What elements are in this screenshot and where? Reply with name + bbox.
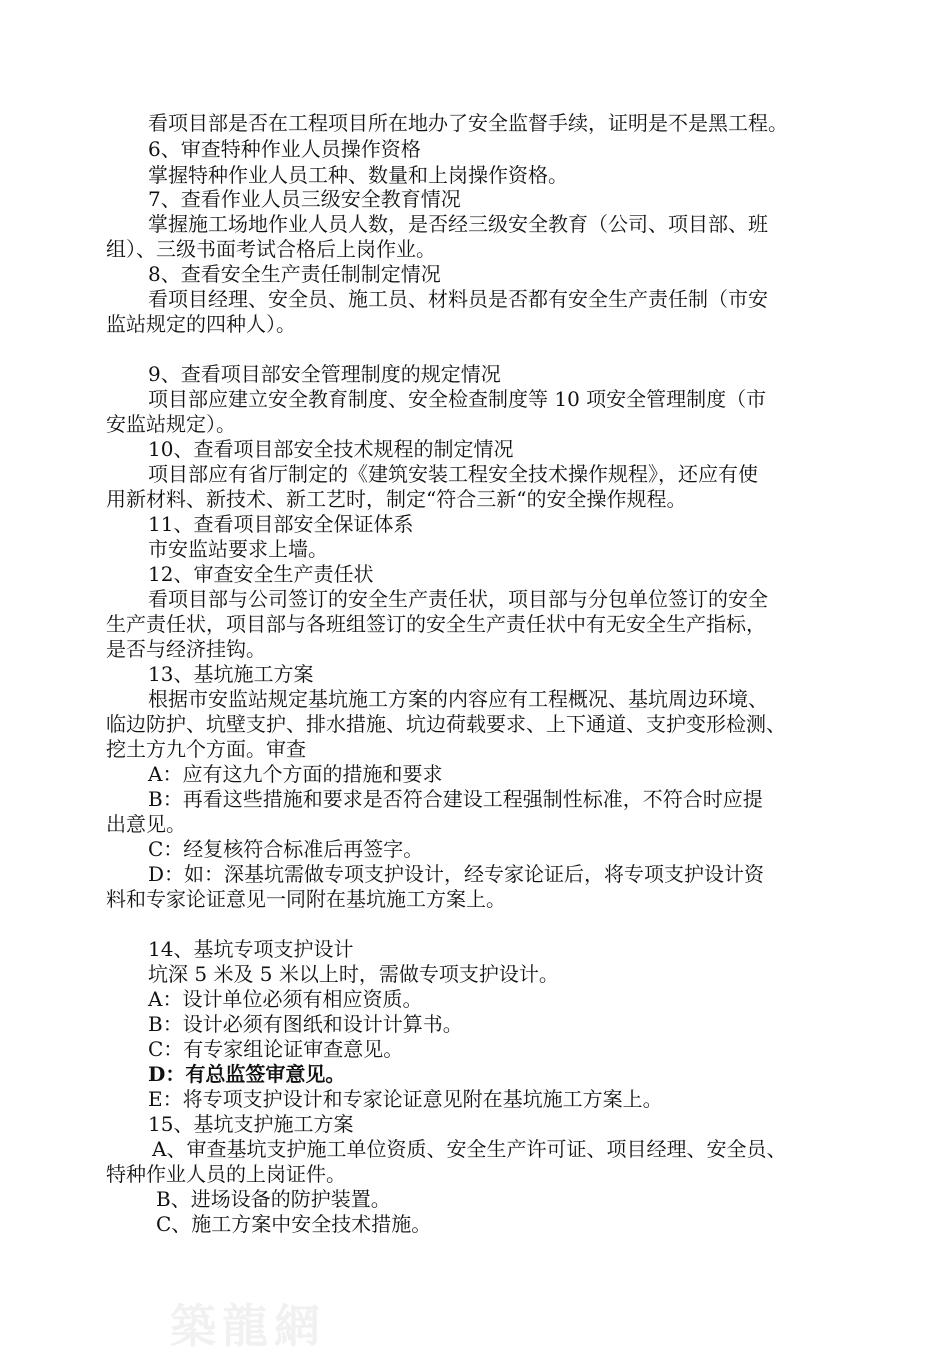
list-item: C、施工方案中安全技术措施。 (156, 1212, 432, 1236)
list-item: B、进场设备的防护装置。 (156, 1187, 391, 1211)
list-item: B：设计必须有图纸和设计计算书。 (148, 1012, 463, 1036)
watermark: 築龍網 (170, 1299, 326, 1353)
paragraph-line: 临边防护、坑壁支护、排水措施、坑边荷载要求、上下通道、支护变形检测、 (106, 712, 786, 736)
list-item: A：设计单位必须有相应资质。 (148, 987, 423, 1011)
list-item-bold: D：有总监签审意见。 (148, 1062, 346, 1086)
section-heading: 6、审查特种作业人员操作资格 (148, 137, 421, 161)
paragraph-line: 料和专家论证意见一同附在基坑施工方案上。 (106, 887, 506, 911)
section-heading: 7、查看作业人员三级安全教育情况 (148, 187, 461, 211)
paragraph-line: 市安监站要求上墙。 (148, 537, 328, 561)
list-item: B：再看这些措施和要求是否符合建设工程强制性标准，不符合时应提 (148, 787, 763, 811)
paragraph-line: 挖土方九个方面。审查 (106, 737, 306, 761)
paragraph-line: 监站规定的四种人）。 (106, 312, 296, 336)
paragraph-line: 看项目部是否在工程项目所在地办了安全监督手续，证明是不是黑工程。 (148, 111, 788, 135)
section-heading: 8、查看安全生产责任制制定情况 (148, 262, 441, 286)
section-heading: 15、基坑支护施工方案 (148, 1112, 354, 1136)
paragraph-line: 根据市安监站规定基坑施工方案的内容应有工程概况、基坑周边环境、 (148, 687, 768, 711)
paragraph-line: 是否与经济挂钩。 (106, 637, 266, 661)
section-heading: 9、查看项目部安全管理制度的规定情况 (148, 362, 501, 386)
paragraph-line: 组）、三级书面考试合格后上岗作业。 (106, 237, 436, 261)
paragraph-line: 安监站规定）。 (106, 412, 236, 436)
section-heading: 10、查看项目部安全技术规程的制定情况 (148, 437, 514, 461)
list-item: A：应有这九个方面的措施和要求 (148, 762, 443, 786)
paragraph-line: 出意见。 (106, 812, 186, 836)
paragraph-line: 特种作业人员的上岗证件。 (106, 1162, 346, 1186)
paragraph-line: 看项目部与公司签订的安全生产责任状，项目部与分包单位签订的安全 (148, 587, 768, 611)
section-heading: 13、基坑施工方案 (148, 662, 314, 686)
paragraph-line: 看项目经理、安全员、施工员、材料员是否都有安全生产责任制（市安 (148, 287, 768, 311)
list-item: A、审查基坑支护施工单位资质、安全生产许可证、项目经理、安全员、 (152, 1137, 787, 1161)
paragraph-line: 掌握特种作业人员工种、数量和上岗操作资格。 (148, 163, 568, 187)
paragraph-line: 生产责任状，项目部与各班组签订的安全生产责任状中有无安全生产指标， (106, 612, 766, 636)
section-heading: 14、基坑专项支护设计 (148, 937, 354, 961)
section-heading: 12、审查安全生产责任状 (148, 562, 374, 586)
list-item: C：有专家组论证审查意见。 (148, 1037, 404, 1061)
paragraph-line: 用新材料、新技术、新工艺时，制定“符合三新“的安全操作规程。 (106, 487, 687, 511)
list-item: C：经复核符合标准后再签字。 (148, 837, 424, 861)
paragraph-line: 项目部应建立安全教育制度、安全检查制度等 10 项安全管理制度（市 (148, 387, 767, 411)
list-item: D：如：深基坑需做专项支护设计，经专家论证后，将专项支护设计资 (148, 862, 765, 886)
paragraph-line: 项目部应有省厅制定的《建筑安装工程安全技术操作规程》，还应有使 (148, 462, 758, 486)
section-heading: 11、查看项目部安全保证体系 (148, 512, 414, 536)
paragraph-line: 掌握施工场地作业人员人数，是否经三级安全教育（公司、项目部、班 (148, 212, 768, 236)
paragraph-line: 坑深 5 米及 5 米以上时，需做专项支护设计。 (148, 962, 559, 986)
list-item: E：将专项支护设计和专家论证意见附在基坑施工方案上。 (148, 1087, 663, 1111)
